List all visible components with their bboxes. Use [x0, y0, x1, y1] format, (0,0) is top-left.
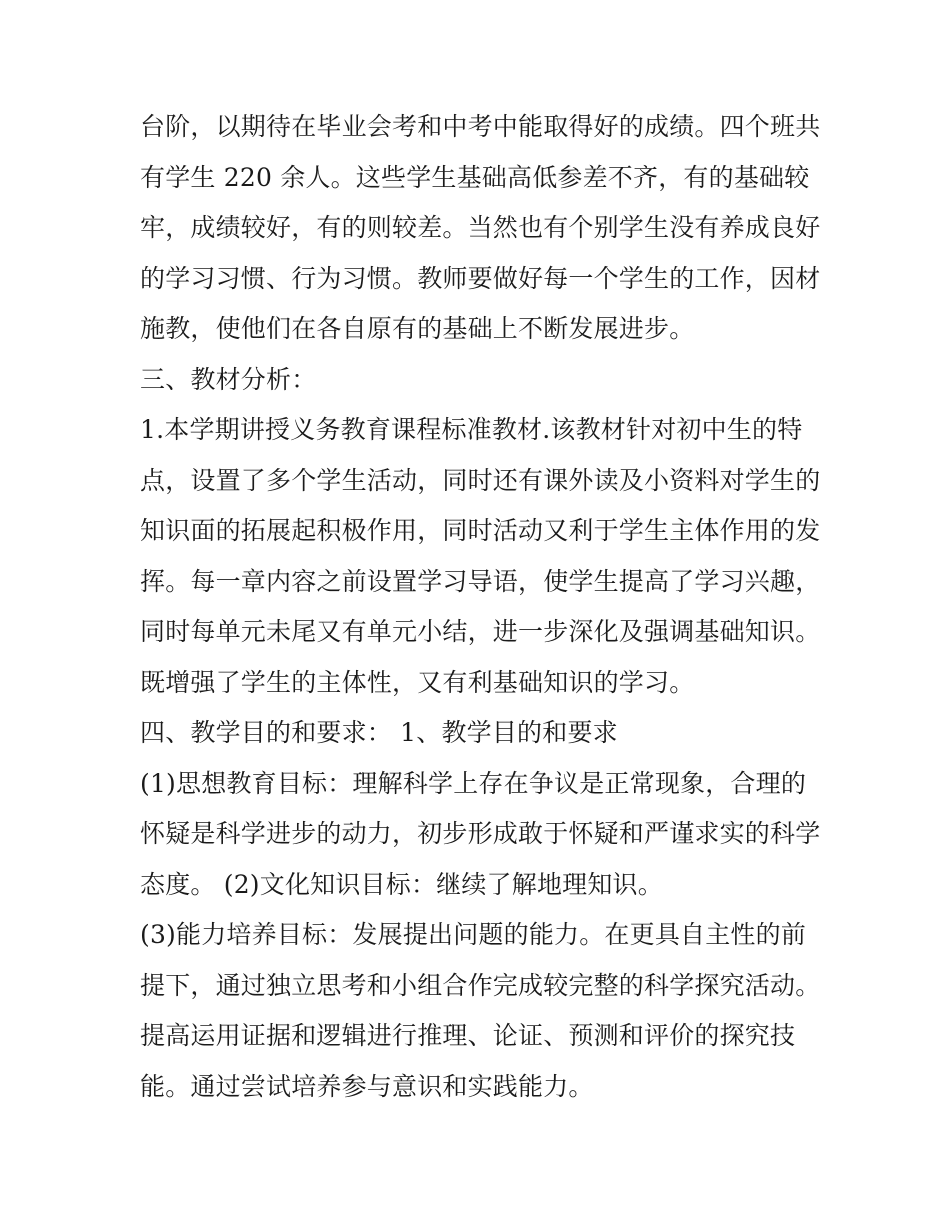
- text-line: 知识面的拓展起积极作用，同时活动又利于学生主体作用的发: [140, 516, 821, 545]
- text-line: (3)能力培养目标：发展提出问题的能力。在更具自主性的前: [140, 920, 807, 949]
- text-line: 有学生 220 余人。这些学生基础高低参差不齐，有的基础较: [140, 162, 810, 192]
- text-line: (1)思想教育目标：理解科学上存在争议是正常现象，合理的: [140, 768, 807, 798]
- text-line: 既增强了学生的主体性，又有利基础知识的学习。: [140, 667, 695, 697]
- text-line: 提下，通过独立思考和小组合作完成较完整的科学探究活动。: [140, 970, 821, 1000]
- text-line: 点，设置了多个学生活动，同时还有课外读及小资料对学生的: [140, 465, 821, 495]
- text-line: 施教，使他们在各自原有的基础上不断发展进步。: [140, 314, 695, 343]
- section-heading-materials: 三、教材分析：: [140, 364, 317, 394]
- text-line: 挥。每一章内容之前设置学习导语，使学生提高了学习兴趣，: [140, 566, 821, 596]
- text-line: 牢，成绩较好，有的则较差。当然也有个别学生没有养成良好: [140, 213, 821, 242]
- text-line: 怀疑是科学进步的动力，初步形成敢于怀疑和严谨求实的科学: [140, 819, 821, 848]
- text-line: 同时每单元未尾又有单元小结，进一步深化及强调基础知识。: [140, 617, 821, 646]
- text-line: 的学习习惯、行为习惯。教师要做好每一个学生的工作，因材: [140, 263, 821, 293]
- text-line: 态度。 (2)文化知识目标：继续了解地理知识。: [140, 869, 663, 899]
- text-line: 台阶，以期待在毕业会考和中考中能取得好的成绩。四个班共: [140, 112, 821, 141]
- text-line: 能。通过尝试培养参与意识和实践能力。: [140, 1071, 594, 1101]
- text-line: 提高运用证据和逻辑进行推理、论证、预测和评价的探究技: [140, 1021, 796, 1050]
- document-body: [140, 102, 820, 1112]
- section-heading-goals: 四、教学目的和要求： 1、教学目的和要求: [140, 718, 618, 747]
- text-line: 1.本学期讲授义务教育课程标准教材.该教材针对初中生的特: [140, 415, 803, 444]
